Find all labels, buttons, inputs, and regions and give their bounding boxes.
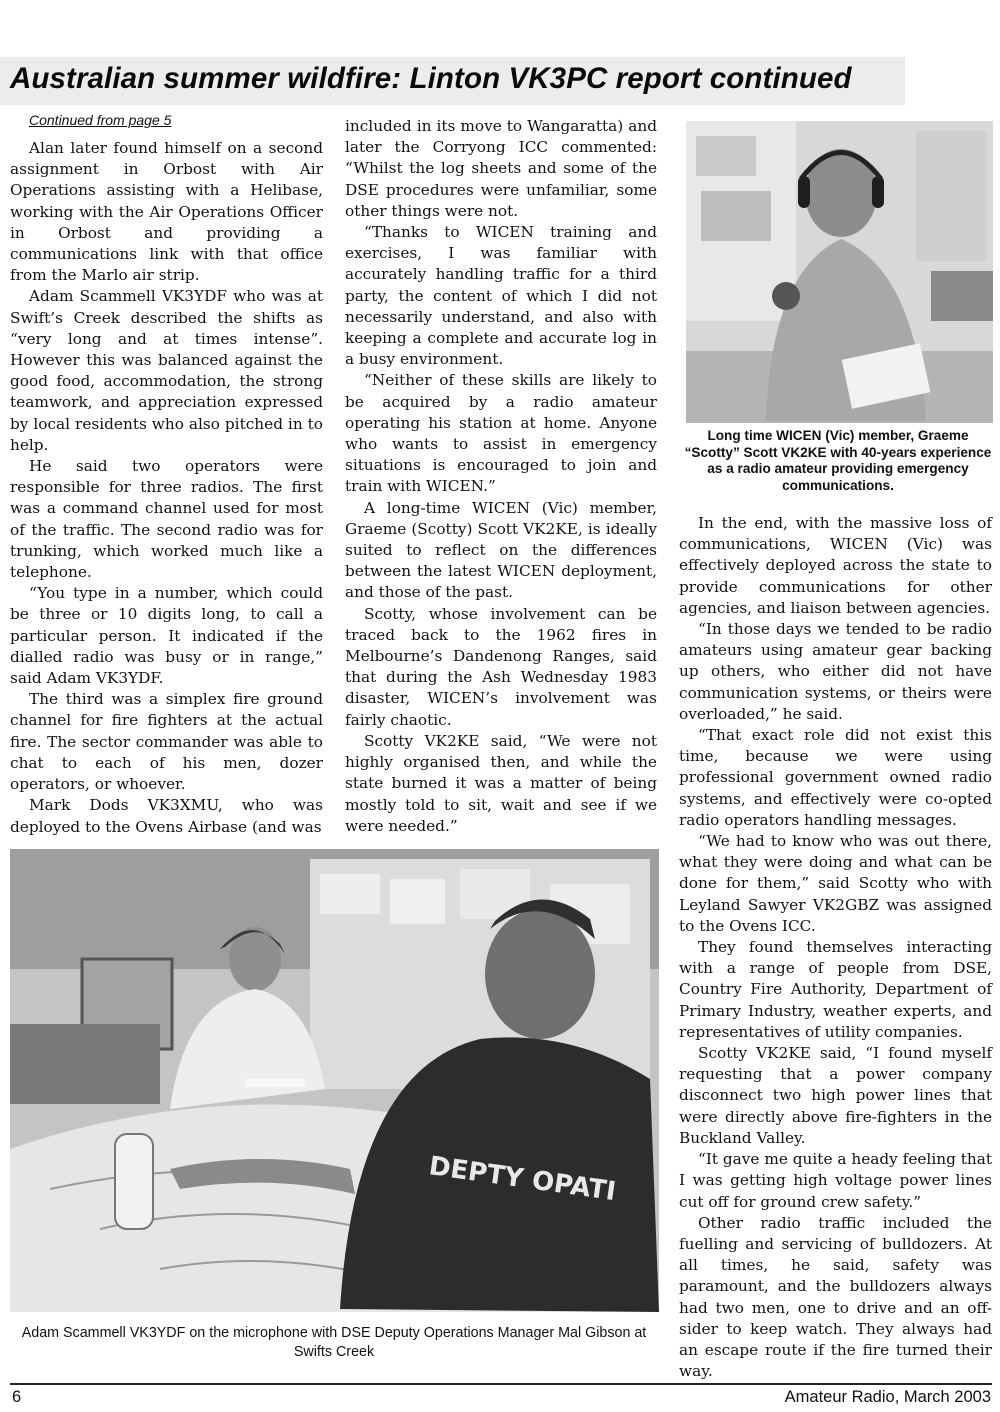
photo-scotty-vk2ke [686,121,993,423]
footer-rule [10,1383,992,1385]
paragraph: “We had to know who was out there, what they were doing and what can be done for them,” said Scotty who with Leyland Sawyer VK2GBZ was assigned to the Ovens ICC. [679,832,992,935]
paragraph: A long-time WICEN (Vic) member, Graeme (Scotty) Scott VK2KE, is ideally suited to reflect on the differences between the latest WICEN deployment, and those of the past. [345,498,657,602]
paragraph: In the end, with the massive loss of communications, WICEN (Vic) was effectively deployed across the state to provide communications for other agencies, and liaison between agencies. [679,514,992,617]
paragraph: Scotty VK2KE said, “I found myself requesting that a power company disconnect two high power lines that were directly above fire-fighters in the Buckland Valley. [679,1044,992,1147]
publication-footer: Amateur Radio, March 2003 [784,1388,991,1406]
article-title: Australian summer wildfire: Linton VK3PC report continued [10,62,852,95]
column-3 [679,513,992,1382]
paragraph: “In those days we tended to be radio amateurs using amateur gear backing up others, who either did not have communication systems, or theirs were overloaded,” he said. [679,620,992,723]
photo-swifts-creek-illustration [10,849,659,1312]
paragraph: “Thanks to WICEN training and exercises, I was familiar with accurately handling traffic for a third party, the content of which I did not necessarily understand, and also with keeping a complete and accurate log in a busy environment. [345,223,657,369]
page-number: 6 [12,1388,22,1406]
paragraph: The third was a simplex fire ground channel for fire fighters at the actual fire. The sector commander was able to chat to each of his men, dozer operators, or whoever. [10,690,323,794]
photo-caption-2: Adam Scammell VK3YDF on the microphone with DSE Deputy Operations Manager Mal Gibson at Swifts Creek [21,1325,647,1360]
paragraph: Alan later found himself on a second assignment in Orbost with Air Operations assisting with a Helibase, working with the Air Operations Officer in Orbost and providing a communications link with that office from the Marlo air strip. [10,139,323,285]
photo-scotty-illustration [686,121,993,423]
paragraph: Mark Dods VK3XMU, who was deployed to the Ovens Airbase (and was [10,796,323,836]
paragraph: “It gave me quite a heady feeling that I was getting high voltage power lines cut off for ground crew safety.” [679,1150,992,1211]
paragraph: Other radio traffic included the fuelling and servicing of bulldozers. At all times, he said, safety was paramount, and the bulldozers always had two men, one to drive and an off-sider to keep watch. They always had an escape route if the fire turned their way. [679,1213,992,1381]
paragraph: Scotty, whose involvement can be traced back to the 1962 fires in Melbourne’s Dandenong Ranges, said that during the Ash Wednesday 1983 disaster, WICEN’s involvement was fairly chaotic. [345,604,657,729]
paragraph: Adam Scammell VK3YDF who was at Swift’s Creek described the shifts as “very long and at times intense”. However this was balanced against the good food, accommodation, the strong teamwork, and appreciation expressed by local residents who also pitched in to help. [10,287,323,454]
paragraph: He said two operators were responsible for three radios. The first was a command channel used for most of the traffic. The second radio was for trunking, which worked much like a telephone. [10,457,323,582]
column-2 [345,116,657,837]
paragraph: included in its move to Wangaratta) and later the Corryong ICC commented: “Whilst the log sheets and some of the DSE procedures were unfamiliar, some other things were not. [345,117,657,220]
shirt-lettering: DEPTY OPATI [427,1151,618,1208]
photo-caption-1: Long time WICEN (Vic) member, Graeme “Scotty” Scott VK2KE with 40-years experience as a radio amateur providing emergency communications. [684,428,992,493]
paragraph: “That exact role did not exist this time, because we were using professional government owned radio systems, and effectively were co-opted radio operators handling messages. [679,726,992,829]
paragraph: “You type in a number, which could be three or 10 digits long, to call a particular person. It indicated if the dialled radio was busy or in range,” said Adam VK3YDF. [10,584,323,688]
paragraph: “Neither of these skills are likely to be acquired by a radio amateur operating his station at home. Anyone who wants to assist in emergency situations is encouraged to join and train with WICEN.” [345,371,657,496]
photo-swifts-creek [10,849,659,1312]
column-1 [10,138,323,838]
paragraph: They found themselves interacting with a range of people from DSE, Country Fire Authority, Department of Primary Industry, weather experts, and representatives of utility companies. [679,938,992,1041]
paragraph: Scotty VK2KE said, “We were not highly organised then, and while the state burned it was a matter of being mostly told to sit, wait and see if we were needed.” [345,731,657,835]
continued-note: Continued from page 5 [29,112,172,128]
